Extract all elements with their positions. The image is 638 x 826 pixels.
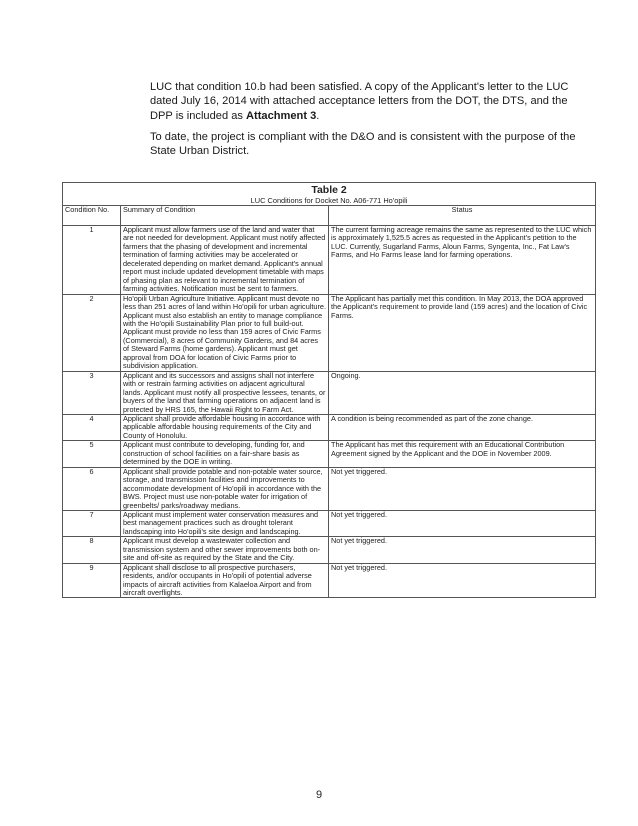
table-header-row: [63, 206, 596, 226]
condition-summary: Applicant and its successors and assigns shall not interfere with or restrain farming activities on adjacent agricultural lands. Applicant must notify all prospective lessees, tenants, or buyers of the land that farming operations on adjacent land is protected by HRS 165, the Hawaii Right to Farm Act.: [121, 371, 329, 414]
table-row: [63, 226, 596, 295]
table-body: [63, 226, 596, 598]
condition-status: Not yet triggered.: [329, 510, 596, 536]
condition-status: Not yet triggered.: [329, 563, 596, 598]
condition-number: 3: [63, 371, 121, 414]
condition-number: 8: [63, 537, 121, 563]
condition-status: The current farming acreage remains the same as represented to the LUC which is approximately 1,525.5 acres as requested in the Applicant's petition to the LUC. Currently, Sugarland Farms, Aloun Farms, Syngenta, Inc., Fat Law's Farms, and Ho Farms lease land for farming operations.: [329, 226, 596, 295]
intro-paragraph-1-end: .: [316, 109, 320, 122]
condition-status: The Applicant has partially met this condition. In May 2013, the DOA approved the Applicant's requirement to provide land (159 acres) and the location of Civic Farms.: [329, 294, 596, 371]
condition-number: 1: [63, 226, 121, 295]
condition-status: Not yet triggered.: [329, 537, 596, 563]
table-title: Table 2: [63, 183, 596, 197]
condition-status: Not yet triggered.: [329, 467, 596, 510]
condition-summary: Ho'opili Urban Agriculture Initiative. Applicant must devote no less than 251 acres of land within Ho'opili for urban agriculture. Applicant must also establish an entity to manage compliance with the Ho'opili Sustainability Plan prior to full build-out. Applicant must provide no less than 159 acres of Civic Farms (Commercial), 8 acres of Community Gardens, and 84 acres of Steward Farms (home gardens). Applicant must get approval from DOA for location of Civic Farms prior to subdivision application.: [121, 294, 329, 371]
intro-paragraph-1-text: LUC that condition 10.b had been satisfied. A copy of the Applicant's letter to the LUC dated July 16, 2014 with attached acceptance letters from the DOT, the DTS, and the DPP is included as: [150, 81, 569, 122]
table-row: [63, 510, 596, 536]
table-row: [63, 537, 596, 563]
table-row: [63, 371, 596, 414]
page-number: 9: [315, 789, 323, 801]
condition-summary: Applicant must develop a wastewater collection and transmission system and other sewer improvements both on-site and off-site as required by the State and the City.: [121, 537, 329, 563]
condition-number: 7: [63, 510, 121, 536]
table-row: [63, 441, 596, 467]
condition-status: A condition is being recommended as part of the zone change.: [329, 414, 596, 440]
condition-summary: Applicant must allow farmers use of the land and water that are not needed for development. Applicant must notify affected farmers that the phasing of development and incremental termination of farming activities may be accelerated or decelerated depending on market demand. Applicant's annual report must include updated development timetable with maps of phasing plan as relevant to incremental termination of farming activities. Notification must be sent to farmers.: [121, 226, 329, 295]
condition-number: 9: [63, 563, 121, 598]
attachment-reference: Attachment 3: [246, 109, 317, 122]
condition-number: 4: [63, 414, 121, 440]
conditions-table: [62, 182, 596, 598]
table-row: [63, 467, 596, 510]
header-status: Status: [329, 206, 596, 226]
condition-number: 6: [63, 467, 121, 510]
condition-summary: Applicant shall provide affordable housing in accordance with applicable affordable housing requirements of the City and County of Honolulu.: [121, 414, 329, 440]
table-row: [63, 294, 596, 371]
condition-summary: Applicant must contribute to developing, funding for, and construction of school facilities on a fair-share basis as determined by the DOE in writing.: [121, 441, 329, 467]
condition-summary: Applicant must implement water conservation measures and best management practices such as drought tolerant landscaping into Ho'opili's site design and landscaping.: [121, 510, 329, 536]
condition-summary: Applicant shall disclose to all prospective purchasers, residents, and/or occupants in Ho'opili of potential adverse impacts of aircraft activities from Kalaeloa Airport and from aircraft overflights.: [121, 563, 329, 598]
table-row: [63, 414, 596, 440]
table-subtitle: LUC Conditions for Docket No. A06-771 Ho'opili: [63, 196, 596, 206]
condition-summary: Applicant shall provide potable and non-potable water source, storage, and transmission facilities and improvements to accommodate development of Ho'opili in accordance with the BWS. Project must use non-potable water for irrigation of greenbelts/ parks/roadway medians.: [121, 467, 329, 510]
header-condition-no: Condition No.: [63, 206, 121, 226]
condition-number: 5: [63, 441, 121, 467]
table-row: [63, 563, 596, 598]
intro-paragraph-1: [150, 80, 580, 123]
condition-status: Ongoing.: [329, 371, 596, 414]
condition-status: The Applicant has met this requirement with an Educational Contribution Agreement signed by the Applicant and the DOE in November 2009.: [329, 441, 596, 467]
header-summary: Summary of Condition: [121, 206, 329, 226]
intro-paragraph-2: To date, the project is compliant with the D&O and is consistent with the purpose of the State Urban District.: [150, 131, 576, 158]
condition-number: 2: [63, 294, 121, 371]
